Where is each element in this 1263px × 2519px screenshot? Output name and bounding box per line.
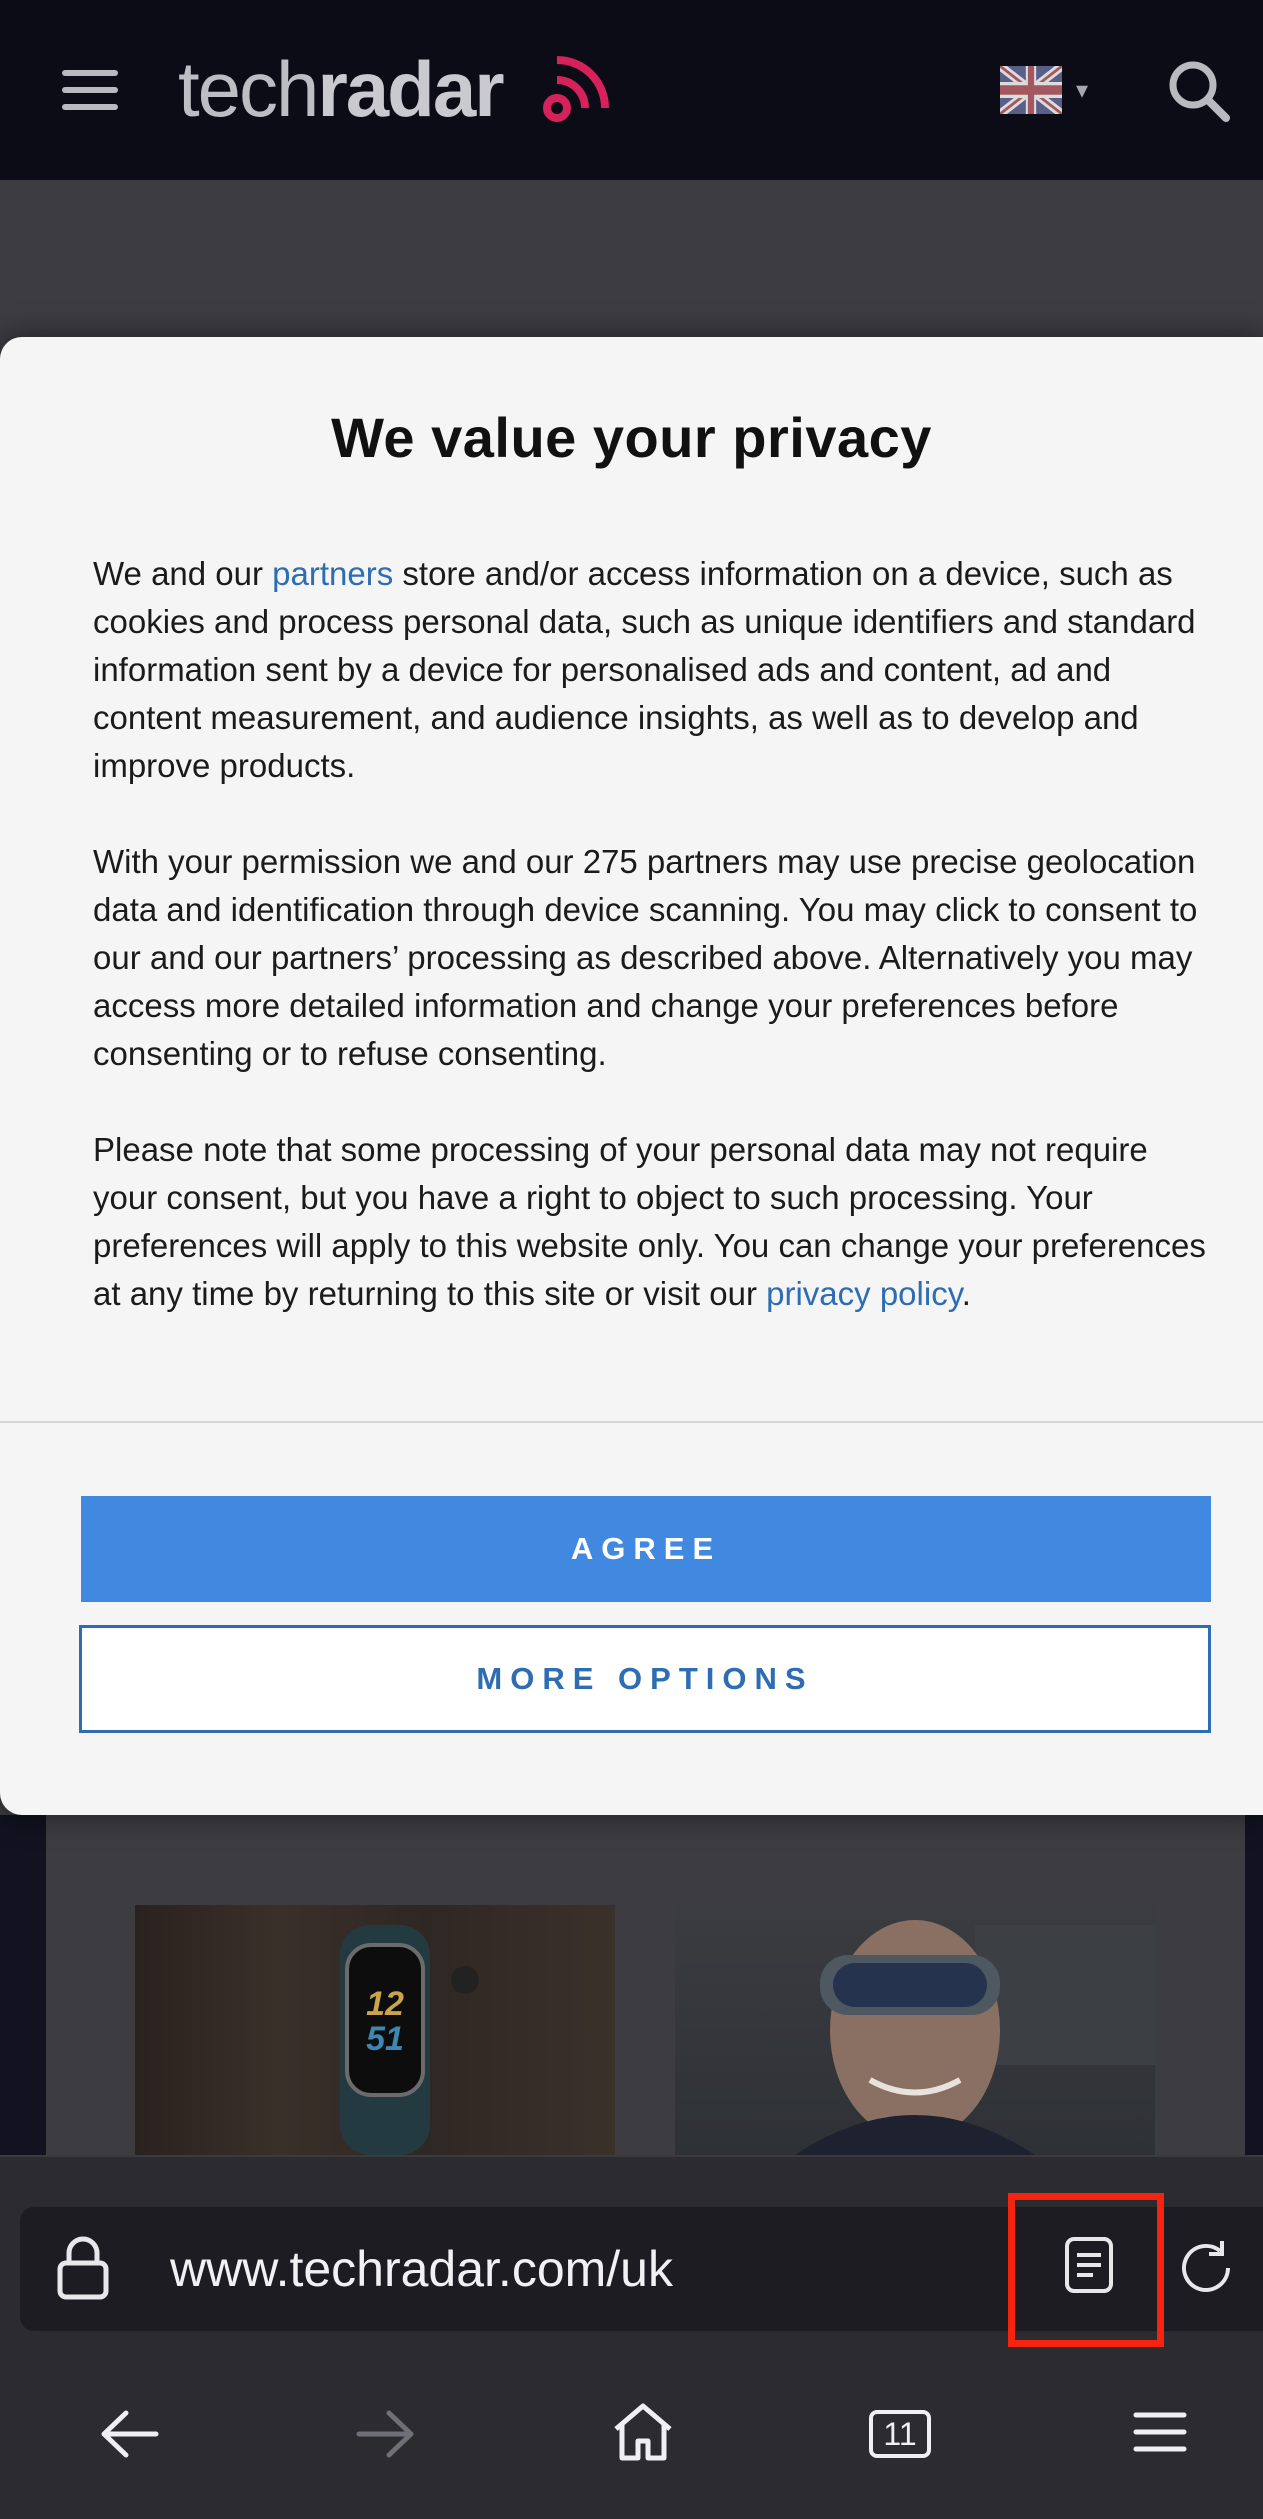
tabs-count: 11: [883, 2416, 917, 2452]
forward-arrow-icon[interactable]: [355, 2409, 417, 2459]
consent-paragraph-2: With your permission we and our 275 partners may use precise geolocation data and identification through device scanning. You may click to consent to our and our partners’ processing as described above. Alternatively you may access more detailed information and change your preferences before consenting or to refuse consenting.: [93, 843, 1198, 1072]
privacy-consent-dialog: [0, 337, 1263, 1815]
svg-text:12: 12: [366, 1985, 404, 2023]
svg-text:51: 51: [366, 2020, 404, 2058]
page-side-dark: [1245, 1815, 1263, 2155]
consent-paragraph-3: [93, 1126, 1208, 1318]
agree-button[interactable]: AGREE: [81, 1496, 1211, 1602]
hamburger-menu-icon[interactable]: [62, 70, 118, 110]
site-header: [0, 0, 1263, 180]
more-options-button[interactable]: MORE OPTIONS: [79, 1625, 1211, 1733]
tabs-icon[interactable]: [868, 2409, 932, 2459]
menu-icon[interactable]: [1132, 2409, 1188, 2455]
url-text[interactable]: www.techradar.com/uk: [170, 2241, 673, 2297]
fitness-tracker-image: [135, 1905, 615, 2155]
back-arrow-icon[interactable]: [98, 2409, 160, 2459]
lock-icon[interactable]: [56, 2235, 110, 2301]
page-side-dark: [0, 1815, 46, 2155]
uk-flag-icon[interactable]: [1000, 66, 1062, 114]
techradar-logo[interactable]: [178, 44, 503, 134]
language-caret-icon[interactable]: ▾: [1076, 77, 1089, 104]
privacy-policy-link[interactable]: privacy policy: [766, 1275, 962, 1312]
para1-text-post: store and/or access information on a device, such as cookies and process personal data, such as unique identifiers and standard information sent by a device for personalised ads and content, ad and content measurement, and audience insights, as well as to develop and improve products.: [93, 555, 1196, 784]
consent-paragraph-1: [93, 550, 1208, 790]
home-icon[interactable]: [610, 2401, 676, 2463]
dialog-title: We value your privacy: [331, 406, 932, 469]
search-icon[interactable]: [1166, 58, 1232, 124]
browser-toolbar: [0, 2155, 1263, 2519]
logo-text-radar: radar: [317, 45, 503, 133]
partners-link[interactable]: partners: [272, 555, 394, 592]
reader-view-highlight-box: [1008, 2193, 1164, 2347]
para1-text-pre: We and our: [93, 555, 273, 592]
logo-text-tech: tech: [178, 45, 318, 133]
headset-person-image: [675, 1905, 1155, 2155]
article-thumbnail-headset[interactable]: [675, 1905, 1155, 2155]
dialog-body: [93, 550, 1208, 1366]
reload-icon[interactable]: [1176, 2237, 1238, 2299]
para3-text-post: .: [961, 1275, 971, 1312]
dialog-divider: [0, 1421, 1263, 1423]
article-thumbnail-fitness-tracker[interactable]: [135, 1905, 615, 2155]
para3-text-pre: Please note that some processing of your personal data may not require your consent, but you have a right to object to such processing. Your preferences will apply to this website only. You can change your preferences at any time by returning to this site or visit our: [93, 1131, 1206, 1312]
logo-signal-icon: [535, 50, 615, 130]
